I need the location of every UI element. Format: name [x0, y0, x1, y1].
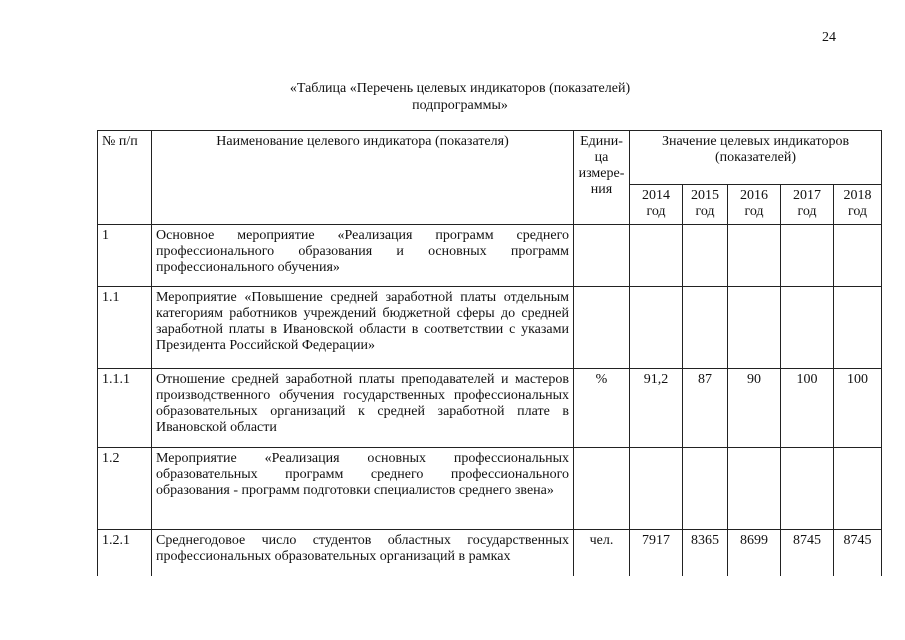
header-year-suffix: год — [695, 204, 715, 219]
row-unit: % — [574, 369, 630, 448]
row-value-2015 — [683, 448, 728, 530]
row-value-2016 — [728, 448, 781, 530]
table-title-line1: «Таблица «Перечень целевых индикаторов (показателей) — [289, 81, 631, 96]
header-year: 2016 — [740, 188, 768, 203]
row-value-2017 — [781, 225, 834, 287]
header-unit-line2: ца — [594, 150, 609, 165]
row-value-2018 — [834, 448, 882, 530]
header-name: Наименование целевого индикатора (показателя) — [216, 134, 509, 149]
row-value-2015: 87 — [683, 369, 728, 448]
header-unit-line3: измере- — [578, 166, 625, 181]
row-value-2014 — [630, 225, 683, 287]
header-year: 2014 — [642, 188, 670, 203]
row-number: 1.2.1 — [98, 530, 152, 576]
table-row — [98, 448, 882, 530]
header-name-cell — [152, 131, 574, 225]
row-value-2016 — [728, 287, 781, 369]
header-values-line2: (показателей) — [714, 150, 797, 165]
table-row — [98, 225, 882, 287]
row-value-2017 — [781, 448, 834, 530]
table-title-line2: подпрограммы» — [412, 98, 508, 113]
table-row — [98, 530, 882, 576]
header-year-suffix: год — [744, 204, 764, 219]
header-values-cell — [630, 131, 882, 185]
table-row — [98, 369, 882, 448]
row-name: Мероприятие «Повышение средней заработной платы отдельным категориям работников учреждений бюджетной сферы до средней заработной платы в Ивановской области в соответствии с указами Президента Российской Федерации» — [152, 287, 574, 369]
header-year-cell — [834, 185, 882, 225]
row-value-2014: 7917 — [630, 530, 683, 576]
header-year-suffix: год — [847, 204, 868, 219]
row-value-2018: 8745 — [834, 530, 882, 576]
indicators-table — [97, 130, 882, 576]
header-year-cell — [728, 185, 781, 225]
row-value-2014 — [630, 287, 683, 369]
table-title — [200, 80, 720, 114]
row-value-2018 — [834, 225, 882, 287]
header-year: 2018 — [843, 188, 872, 203]
table-row — [98, 287, 882, 369]
row-number: 1.2 — [98, 448, 152, 530]
row-number: 1 — [98, 225, 152, 287]
row-value-2016: 8699 — [728, 530, 781, 576]
row-name: Основное мероприятие «Реализация программ среднего профессионального образования и основных программ профессионального обучения» — [152, 225, 574, 287]
row-value-2017 — [781, 287, 834, 369]
row-value-2017: 8745 — [781, 530, 834, 576]
header-year: 2015 — [691, 188, 719, 203]
row-unit — [574, 287, 630, 369]
row-name: Мероприятие «Реализация основных профессиональных образовательных программ среднего профессионального образования - программ подготовки специалистов среднего звена» — [152, 448, 574, 530]
header-row — [98, 131, 882, 185]
row-value-2018 — [834, 287, 882, 369]
row-value-2016: 90 — [728, 369, 781, 448]
row-value-2014 — [630, 448, 683, 530]
row-value-2015 — [683, 287, 728, 369]
row-value-2015 — [683, 225, 728, 287]
row-value-2017: 100 — [781, 369, 834, 448]
row-number: 1.1 — [98, 287, 152, 369]
row-name: Среднегодовое число студентов областных государственных профессиональных образовательных организаций в рамках — [152, 530, 574, 576]
row-unit: чел. — [574, 530, 630, 576]
header-year-cell — [683, 185, 728, 225]
header-unit-line4: ния — [590, 182, 613, 197]
row-unit — [574, 448, 630, 530]
header-number-cell — [98, 131, 152, 225]
header-year: 2017 — [793, 188, 821, 203]
header-number: № п/п — [102, 134, 138, 149]
row-name: Отношение средней заработной платы преподавателей и мастеров производственного обучения государственных профессиональных образовательных организаций к средней заработной плате в Ивановской области — [152, 369, 574, 448]
row-unit — [574, 225, 630, 287]
page-number: 24 — [822, 30, 836, 45]
header-unit-line1: Едини- — [580, 134, 623, 149]
header-year-suffix: год — [797, 204, 817, 219]
header-year-cell — [781, 185, 834, 225]
header-year-suffix: год — [646, 204, 666, 219]
row-value-2014: 91,2 — [630, 369, 683, 448]
row-value-2015: 8365 — [683, 530, 728, 576]
row-number: 1.1.1 — [98, 369, 152, 448]
header-year-cell — [630, 185, 683, 225]
header-unit-cell — [574, 131, 630, 225]
row-value-2018: 100 — [834, 369, 882, 448]
row-value-2016 — [728, 225, 781, 287]
header-values-line1: Значение целевых индикаторов — [661, 134, 850, 149]
